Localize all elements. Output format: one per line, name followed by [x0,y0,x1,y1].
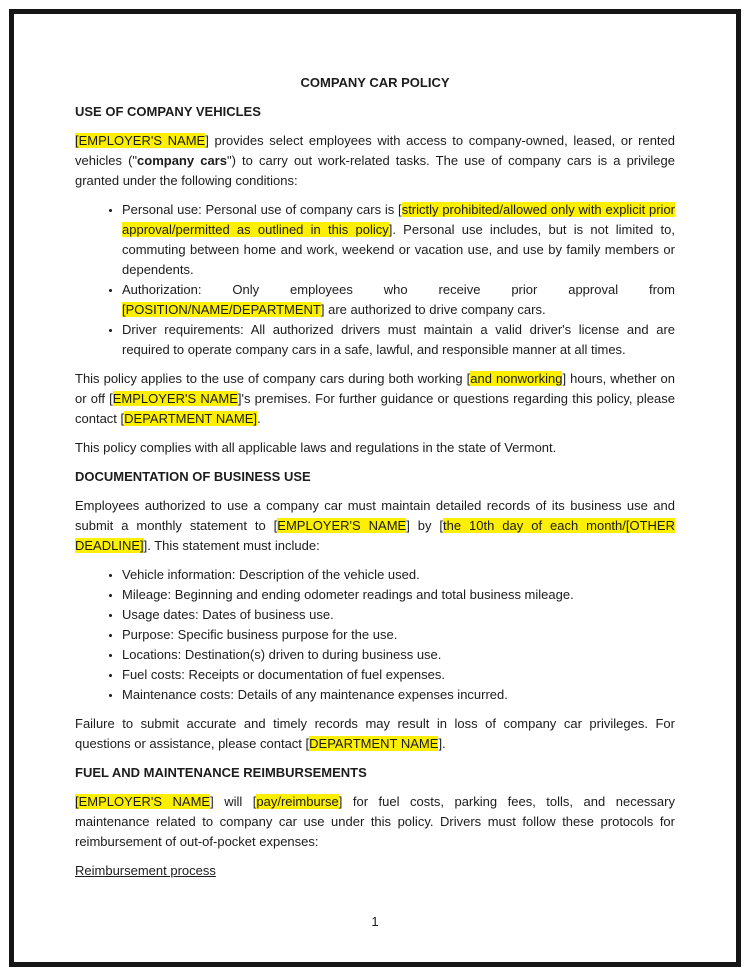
highlighted-text: DEPARTMENT NAME] [124,411,258,426]
text-run: Employees authorized to use a company car must maintain detailed records of its business use and submit a monthly statement to [ [75,498,675,533]
text-run: Usage dates: Dates of business use. [122,607,334,622]
highlighted-text: DEPARTMENT NAME [309,736,439,751]
highlighted-text: [EMPLOYER'S NAME [75,133,206,148]
text-run: ] are authorized to drive company cars. [320,302,546,317]
text-run: ]. [438,736,446,751]
highlighted-text: pay/reimburse [256,794,339,809]
text-run: This policy applies to the use of company cars during both working [ [75,371,471,386]
highlighted-text: [EMPLOYER'S NAME [75,794,211,809]
text-run: Driver requirements: All authorized drivers must maintain a valid driver's license and are required to operate company cars in a safe, lawful, and responsible manner at all times. [122,322,675,357]
text-run: ] hours, whether on or off [ [75,371,675,406]
text-run: ]'s premises. For further guidance or questions regarding this policy, please contact [ [75,391,675,426]
text-run: ]. This statement must include: [143,538,320,553]
list-item [122,200,675,280]
text-run: ] provides select employees with access to company-owned, leased, or rented vehicles (" [75,133,675,168]
text-run: Purpose: Specific business purpose for the use. [122,627,398,642]
text-run: Reimbursement process [75,863,216,878]
list-item [122,625,675,645]
text-run: . [257,411,261,426]
text-run: Mileage: Beginning and ending odometer readings and total business mileage. [122,587,574,602]
highlighted-text: the 10th day of each month/[OTHER DEADLINE] [75,518,675,553]
page-title: COMPANY CAR POLICY [300,75,450,90]
paragraph-policy-application [75,369,675,429]
bullet-list-conditions [75,200,675,360]
subheading-reimbursement-process [75,861,675,881]
text-run: Personal use: Personal use of company cars is [ [122,202,402,217]
list-item [122,320,675,360]
paragraph-failure-to-submit [75,714,675,754]
text-run: This policy complies with all applicable laws and regulations in the state of Vermont. [75,440,557,455]
list-item [122,665,675,685]
text-run: Maintenance costs: Details of any maintenance expenses incurred. [122,687,508,702]
list-item [122,280,675,320]
paragraph-compliance [75,438,675,458]
text-run: Authorization: Only employees who receive prior approval from [122,282,675,297]
text-run: Vehicle information: Description of the vehicle used. [122,567,420,582]
paragraph-fuel-reimbursement [75,792,675,852]
text-run: ] by [ [406,518,444,533]
highlighted-text: strictly prohibited/allowed only with explicit prior approval/permitted as outlined in this policy [122,202,676,237]
text-run: Failure to submit accurate and timely records may result in loss of company car privileges. For questions or assistance, please contact [ [75,716,675,751]
paragraph-intro [75,131,675,191]
list-item [122,565,675,585]
text-run: ]. Personal use includes, but is not limited to, commuting between home and work, weekend or vacation use, and use by family members or dependents. [122,222,675,277]
list-item [122,585,675,605]
text-run: ] will [ [210,794,257,809]
highlighted-text: EMPLOYER'S NAME [112,391,238,406]
section-heading-documentation: DOCUMENTATION OF BUSINESS USE [75,469,311,484]
paragraph-documentation [75,496,675,556]
document-page [75,0,675,932]
text-run: Fuel costs: Receipts or documentation of fuel expenses. [122,667,446,682]
text-run: ") to carry out work-related tasks. The use of company cars is a privilege granted under the following conditions: [75,153,675,188]
highlighted-text: EMPLOYER'S NAME [277,518,407,533]
text-run: ] for fuel costs, parking fees, tolls, and necessary maintenance related to company car use under this policy. Drivers must follow these protocols for reimbursement of out-of-pocket expenses: [75,794,675,849]
text-run: company cars [137,153,227,168]
section-heading-use-of-company-vehicles: USE OF COMPANY VEHICLES [75,104,261,119]
list-item [122,685,675,705]
bullet-list-statement-items [75,565,675,705]
section-heading-fuel-reimbursements: FUEL AND MAINTENANCE REIMBURSEMENTS [75,765,367,780]
list-item [122,645,675,665]
list-item [122,605,675,625]
highlighted-text: and nonworking [470,371,563,386]
text-run: Locations: Destination(s) driven to during business use. [122,647,442,662]
highlighted-text: [POSITION/NAME/DEPARTMENT [122,302,321,317]
page-number: 1 [371,914,379,929]
